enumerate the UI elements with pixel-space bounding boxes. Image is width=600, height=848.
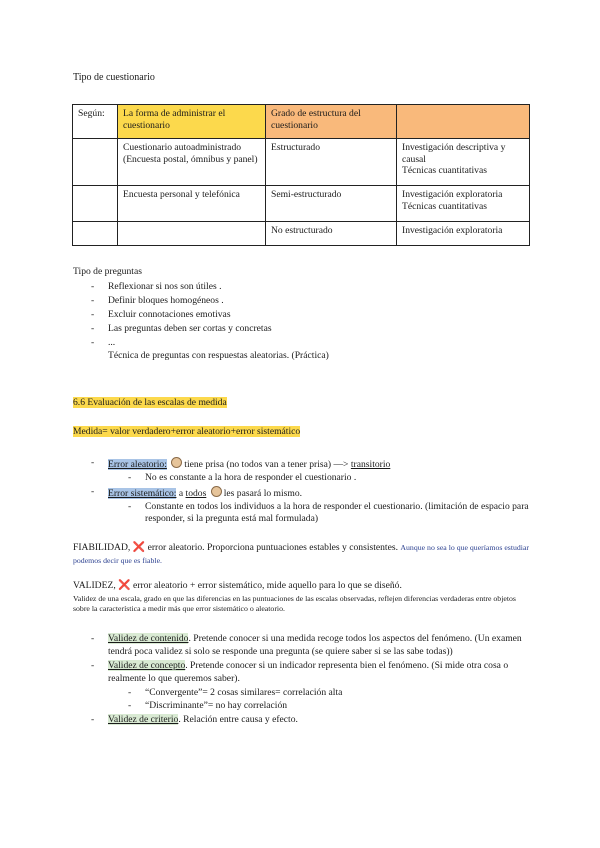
table-row <box>73 186 530 222</box>
list-item: - Reflexionar si nos son útiles . <box>91 280 222 292</box>
list-item: - Definir bloques homogéneos . <box>91 294 224 306</box>
validez-paragraph: VALIDEZ, ❌ error aleatorio + error sistemático, mide aquello para lo que se diseñó. <box>73 580 402 591</box>
table-cell: No estructurado <box>266 222 397 246</box>
questionnaire-table <box>72 104 530 246</box>
validez-contenido-label: Validez de contenido <box>108 633 189 644</box>
preguntas-section <box>73 266 533 362</box>
error-aleatorio-label: Error aleatorio: <box>108 459 167 470</box>
table-row <box>73 139 530 186</box>
table-cell: Semi-estructurado <box>266 186 397 222</box>
table-cell: Estructurado <box>266 139 397 186</box>
table-cell <box>73 186 118 222</box>
list-item: - Validez de contenido. Pretende conocer si una medida recoge todos los aspectos del fenómeno. (Un examen tendrá poca validez si solo se responde una pregunta (se quiere saber si se las sabe todas)) <box>91 633 522 658</box>
table-header-row <box>73 105 530 139</box>
table-cell: Encuesta personal y telefónica <box>118 186 266 222</box>
errores-list <box>73 457 533 525</box>
table-cell <box>397 105 530 139</box>
table-cell: Investigación exploratoria Técnicas cuantitativas <box>397 186 530 222</box>
error-sistematico-label: Error sistemático: <box>108 487 177 499</box>
list-item: - No es constante a la hora de responder el cuestionario . <box>128 471 357 483</box>
preguntas-heading: Tipo de preguntas <box>73 266 142 277</box>
table-cell: Según: <box>73 105 118 139</box>
validez-definition: Validez de una escala, grado en que las diferencias en las puntuaciones de las escalas observadas, reflejen diferencias verdaderas entre objetos sobre la característica a medir más que error sistemático o aleatorio. <box>73 594 516 614</box>
list-item: - ... <box>91 336 116 348</box>
tecnica-text: Técnica de preguntas con respuestas aleatorias. (Práctica) <box>108 349 329 361</box>
page-title: Tipo de cuestionario <box>73 72 155 83</box>
validez-criterio-label: Validez de criterio <box>108 713 179 725</box>
section-heading: 6.6 Evaluación de las escalas de medida <box>73 397 227 408</box>
fiabilidad-paragraph: FIABILIDAD, ❌ error aleatorio. Proporciona puntuaciones estables y consistentes. Aunque no sea lo que queríamos estudiar podemos decir que es fiable. <box>73 542 530 565</box>
face-icon <box>211 486 222 497</box>
cross-icon: ❌ <box>118 580 131 591</box>
table-cell: Cuestionario autoadministrado (Encuesta postal, ómnibus y panel) <box>118 139 266 186</box>
list-item: - “Convergente”= 2 cosas similares= correlación alta <box>128 686 343 698</box>
formula: Medida= valor verdadero+error aleatorio+error sistemático <box>73 426 301 437</box>
validez-concepto-label: Validez de concepto <box>108 659 186 671</box>
list-item: - Error aleatorio: tiene prisa (no todos van a tener prisa) —> transitorio <box>91 457 391 470</box>
list-item: - Validez de criterio. Relación entre causa y efecto. <box>91 713 298 725</box>
list-item: - Constante en todos los individuos a la hora de responder el cuestionario. (limitación de espacio para responder, si la pregunta está mal formulada) <box>128 500 529 524</box>
table-cell: Investigación descriptiva y causal Técnicas cuantitativas <box>397 139 530 186</box>
list-item: - Las preguntas deben ser cortas y concretas <box>91 322 272 334</box>
table-cell: Grado de estructura del cuestionario <box>266 105 397 139</box>
table-cell <box>73 139 118 186</box>
list-item: - “Discriminante”= no hay correlación <box>128 700 288 712</box>
validez-list <box>73 632 533 726</box>
face-icon <box>171 457 182 468</box>
list-item: - Error sistemático: a todos les pasará lo mismo. <box>91 485 303 499</box>
table-row <box>73 222 530 246</box>
table-cell: La forma de administrar el cuestionario <box>118 105 266 139</box>
table-cell <box>73 222 118 246</box>
list-item: - Excluir connotaciones emotivas <box>91 308 231 320</box>
list-item: - Validez de concepto. Pretende conocer si un indicador representa bien el fenómeno. (Si mide otra cosa o realmente lo que queremos saber). <box>91 659 509 685</box>
table-cell: Investigación exploratoria <box>397 222 530 246</box>
cross-icon: ❌ <box>132 542 146 553</box>
table-cell <box>118 222 266 246</box>
